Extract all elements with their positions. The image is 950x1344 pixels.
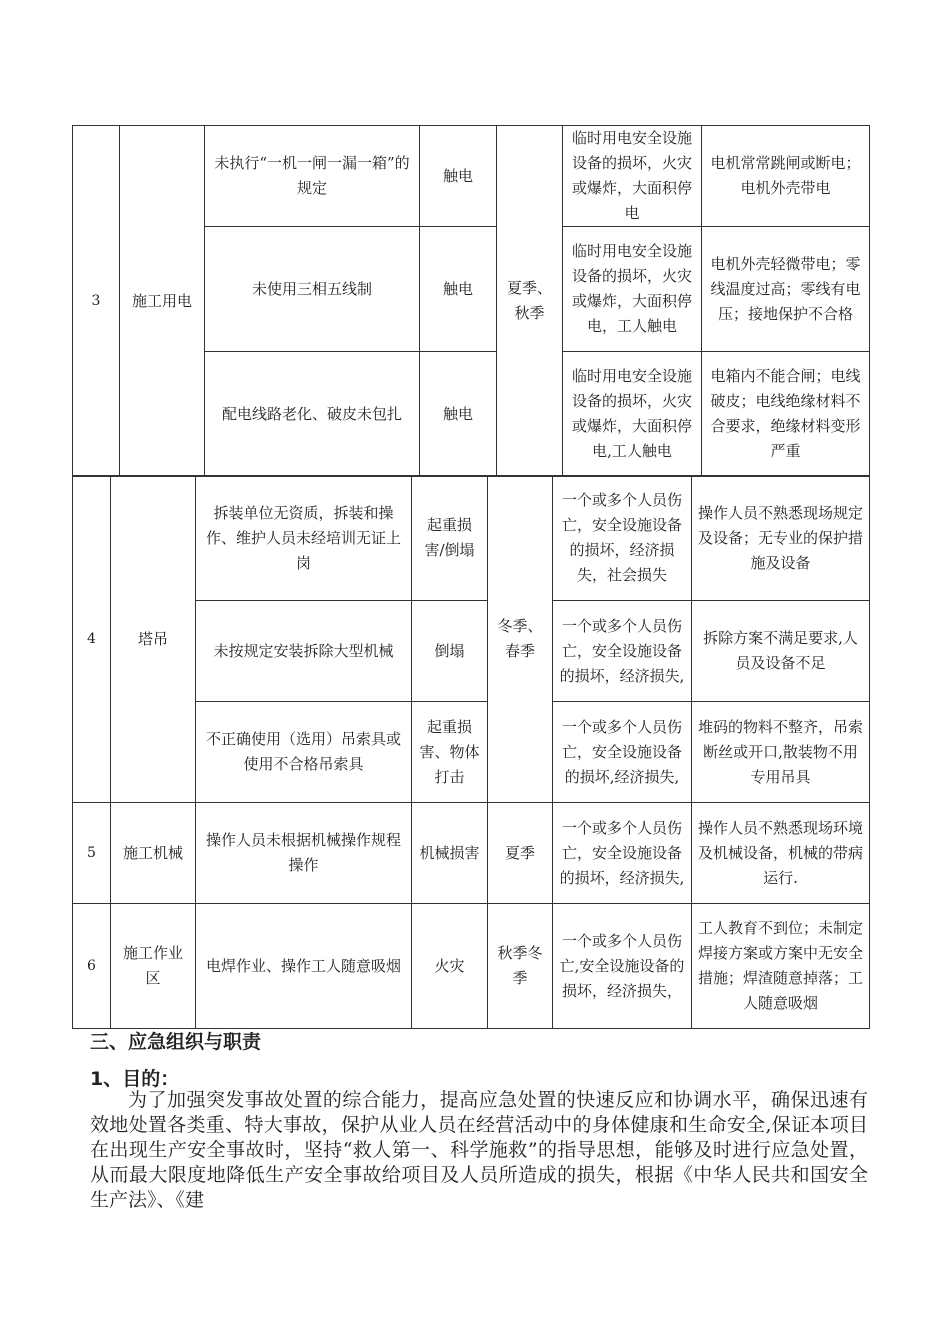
- consequence-cell: 一个或多个人员伤亡，安全设施设备的损坏，经济损失，社会损失: [553, 476, 692, 601]
- consequence-cell: 临时用电安全设施设备的损坏，火灾或爆炸，大面积停电,工人触电: [563, 352, 702, 477]
- consequence-cell: 一个或多个人员伤亡，安全设施设备的损坏，经济损失,: [553, 803, 692, 904]
- season-cell: 夏季、秋季: [497, 126, 563, 477]
- cause-cell: 不正确使用（选用）吊索具或使用不合格吊索具: [196, 702, 412, 803]
- cause-cell: 电焊作业、操作工人随意吸烟: [196, 904, 412, 1029]
- accident-type-cell: 机械损害: [412, 803, 488, 904]
- season-cell: 秋季冬季: [488, 904, 553, 1029]
- location-cell: 施工作业区: [111, 904, 196, 1029]
- row-number: 5: [73, 803, 111, 904]
- table-row: [73, 476, 870, 601]
- accident-type-cell: 起重损害/倒塌: [412, 476, 488, 601]
- cause-cell: 配电线路老化、破皮未包扎: [205, 352, 420, 477]
- warning-sign-cell: 电机外壳轻微带电；零线温度过高；零线有电压；接地保护不合格: [702, 227, 870, 352]
- location-cell: 施工机械: [111, 803, 196, 904]
- cause-cell: 操作人员未根据机械操作规程操作: [196, 803, 412, 904]
- consequence-cell: 一个或多个人员伤亡,安全设施设备的损坏，经济损失，: [553, 904, 692, 1029]
- consequence-cell: 临时用电安全设施设备的损坏，火灾或爆炸，大面积停电，工人触电: [563, 227, 702, 352]
- season-cell: 夏季: [488, 803, 553, 904]
- warning-sign-cell: 工人教育不到位；未制定焊接方案或方案中无安全措施；焊渣随意掉落；工人随意吸烟: [692, 904, 870, 1029]
- subsection-heading: 1、目的：: [90, 1068, 180, 1090]
- warning-sign-cell: 拆除方案不满足要求,人员及设备不足: [692, 601, 870, 702]
- cause-cell: 未按规定安装拆除大型机械: [196, 601, 412, 702]
- cause-cell: 未使用三相五线制: [205, 227, 420, 352]
- table-row: [73, 803, 870, 904]
- table-row: [73, 904, 870, 1029]
- location-cell: 塔吊: [111, 476, 196, 803]
- consequence-cell: 临时用电安全设施设备的损坏，火灾或爆炸，大面积停电: [563, 126, 702, 227]
- warning-sign-cell: 电箱内不能合闸；电线破皮；电线绝缘材料不合要求，绝缘材料变形严重: [702, 352, 870, 477]
- warning-sign-cell: 电机常常跳闸或断电；电机外壳带电: [702, 126, 870, 227]
- warning-sign-cell: 操作人员不熟悉现场环境及机械设备，机械的带病运行.: [692, 803, 870, 904]
- hazard-table-part2: [72, 475, 870, 1029]
- cause-cell: 未执行“一机一闸一漏一箱”的规定: [205, 126, 420, 227]
- accident-type-cell: 倒塌: [412, 601, 488, 702]
- consequence-cell: 一个或多个人员伤亡，安全设施设备的损坏，经济损失,: [553, 601, 692, 702]
- consequence-cell: 一个或多个人员伤亡，安全设施设备的损坏,经济损失,: [553, 702, 692, 803]
- row-number: 6: [73, 904, 111, 1029]
- hazard-table-part1: [72, 125, 870, 477]
- row-number: 4: [73, 476, 111, 803]
- row-number: 3: [73, 126, 120, 477]
- accident-type-cell: 起重损害、物体打击: [412, 702, 488, 803]
- accident-type-cell: 触电: [420, 227, 497, 352]
- cause-cell: 拆装单位无资质，拆装和操作、维护人员未经培训无证上岗: [196, 476, 412, 601]
- accident-type-cell: 火灾: [412, 904, 488, 1029]
- location-cell: 施工用电: [120, 126, 205, 477]
- accident-type-cell: 触电: [420, 126, 497, 227]
- warning-sign-cell: 操作人员不熟悉现场规定及设备；无专业的保护措施及设备: [692, 476, 870, 601]
- accident-type-cell: 触电: [420, 352, 497, 477]
- section-heading: 三、应急组织与职责: [90, 1031, 262, 1053]
- season-cell: 冬季、春季: [488, 476, 553, 803]
- warning-sign-cell: 堆码的物料不整齐，吊索断丝或开口,散装物不用专用吊具: [692, 702, 870, 803]
- table-row: [73, 126, 870, 227]
- body-paragraph: 为了加强突发事故处置的综合能力，提高应急处置的快速反应和协调水平，确保迅速有效地处置各类重、特大事故，保护从业人员在经营活动中的身体健康和生命安全,保证本项目在出现生产安全事故时，坚持“救人第一、科学施救”的指导思想，能够及时进行应急处置，从而最大限度地降低生产安全事故给项目及人员所造成的损失，根据《中华人民共和国安全生产法》、《建: [90, 1089, 868, 1211]
